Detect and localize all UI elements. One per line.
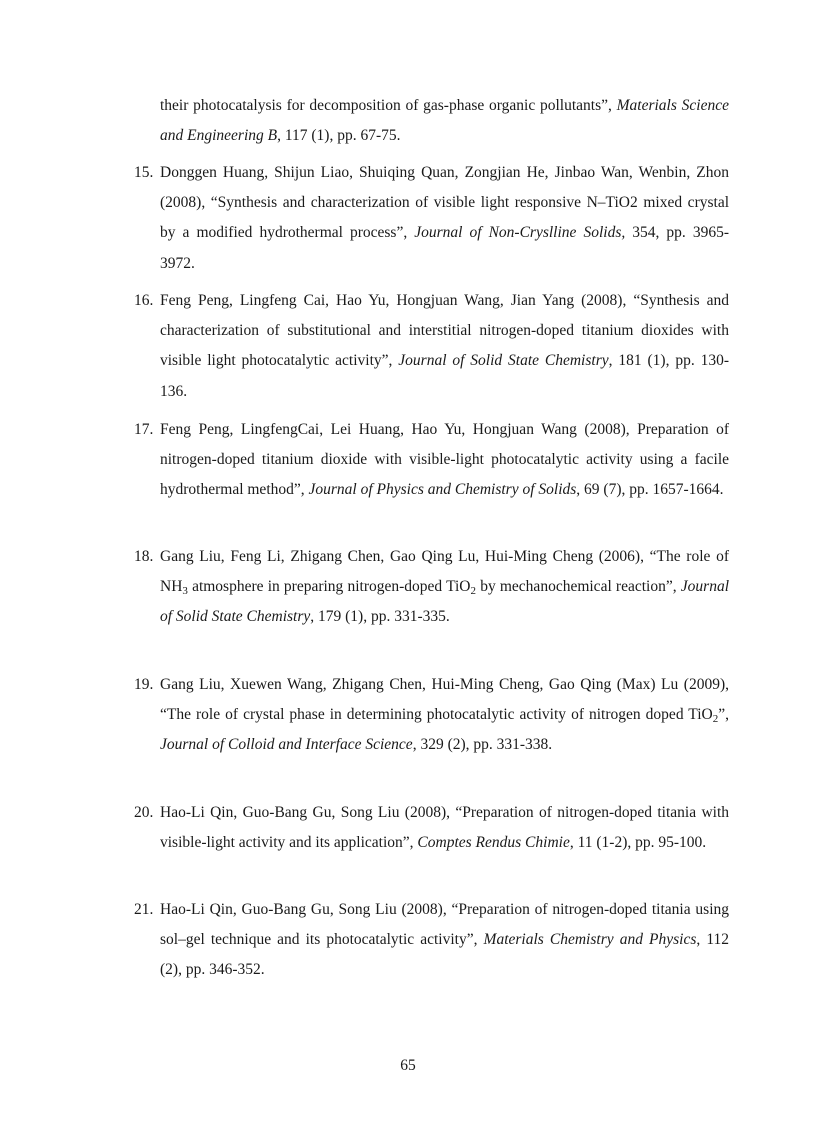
reference-journal: Journal of Colloid and Interface Science [160,736,413,754]
reference-number: 20. [134,804,154,821]
reference-journal: Journal of Solid State Chemistry [160,578,729,626]
reference-number: 21. [134,901,154,918]
subscript: 2 [712,713,719,726]
reference-item [134,895,729,986]
reference-item [134,670,729,761]
reference-journal: Materials Chemistry and Physics [483,931,697,949]
reference-text: by mechanochemical reaction”, [476,578,681,596]
reference-details: , 117 (1), pp. 67-75. [277,127,401,145]
reference-number: 15. [134,164,154,181]
reference-journal: Journal of Physics and Chemistry of Solids [308,481,577,499]
reference-item [134,542,729,633]
reference-item [134,415,729,506]
reference-text: Hao-Li Qin, Guo-Bang Gu, Song Liu (2008), “Preparation of nitrogen-doped titania using sol–gel technique and its photocatalytic activity”, [160,901,729,949]
reference-details: , 329 (2), pp. 331-338. [412,736,553,754]
reference-text: Gang Liu, Xuewen Wang, Zhigang Chen, Hui-Ming Cheng, Gao Qing (Max) Lu (2009), “The role of crystal phase in determining photocatalytic activity of nitrogen doped TiO [160,676,729,724]
reference-text: ”, [718,706,729,724]
reference-details: , 112 (2), pp. 346-352. [160,931,729,979]
reference-item [134,158,729,279]
reference-text: Gang Liu, Feng Li, Zhigang Chen, Gao Qing Lu, Hui-Ming Cheng (2006), “The role of NH [160,548,729,596]
reference-text: their photocatalysis for decomposition of gas-phase organic pollutants”, [160,97,617,114]
reference-journal: Journal of Non-Cryslline Solids, [414,224,626,242]
reference-text: Feng Peng, Lingfeng Cai, Hao Yu, Hongjuan Wang, Jian Yang (2008), “Synthesis and characterization of substitutional and interstitial nitrogen-doped titanium dioxides with visible light photocatalytic activity”, [160,292,729,370]
subscript: 3 [182,585,188,598]
reference-details: , 181 (1), pp. 130-136. [160,352,729,400]
reference-journal: Comptes Rendus Chimie [417,834,570,852]
reference-journal: Journal of Solid State Chemistry [398,352,609,370]
reference-details: 354, pp. 3965-3972. [160,224,729,272]
reference-text: Feng Peng, LingfengCai, Lei Huang, Hao Yu, Hongjuan Wang (2008), Preparation of nitrogen-doped titanium dioxide with visible-light photocatalytic activity using a facile hydrothermal method”, [160,421,729,499]
reference-text: atmosphere in preparing nitrogen-doped TiO [187,578,471,596]
reference-item [134,798,729,858]
reference-continuation [134,91,729,151]
subscript: 2 [470,585,477,598]
reference-text: Donggen Huang, Shijun Liao, Shuiqing Quan, Zongjian He, Jinbao Wan, Wenbin, Zhon (2008), “Synthesis and characterization of visible light responsive N–TiO2 mixed crystal by a modified hydrothermal process”, [160,164,729,242]
reference-details: , 11 (1-2), pp. 95-100. [569,834,707,852]
reference-details: , 179 (1), pp. 331-335. [310,608,450,626]
reference-number: 17. [134,421,154,438]
reference-number: 18. [134,548,154,565]
reference-item [134,286,729,407]
reference-text: Hao-Li Qin, Guo-Bang Gu, Song Liu (2008), “Preparation of nitrogen-doped titania with visible-light activity and its application”, [160,804,729,852]
reference-journal: Materials Science and Engineering B [160,97,729,145]
reference-number: 19. [134,676,154,693]
reference-details: , 69 (7), pp. 1657-1664. [576,481,724,499]
reference-number: 16. [134,292,154,309]
page-number: 65 [400,1057,416,1074]
